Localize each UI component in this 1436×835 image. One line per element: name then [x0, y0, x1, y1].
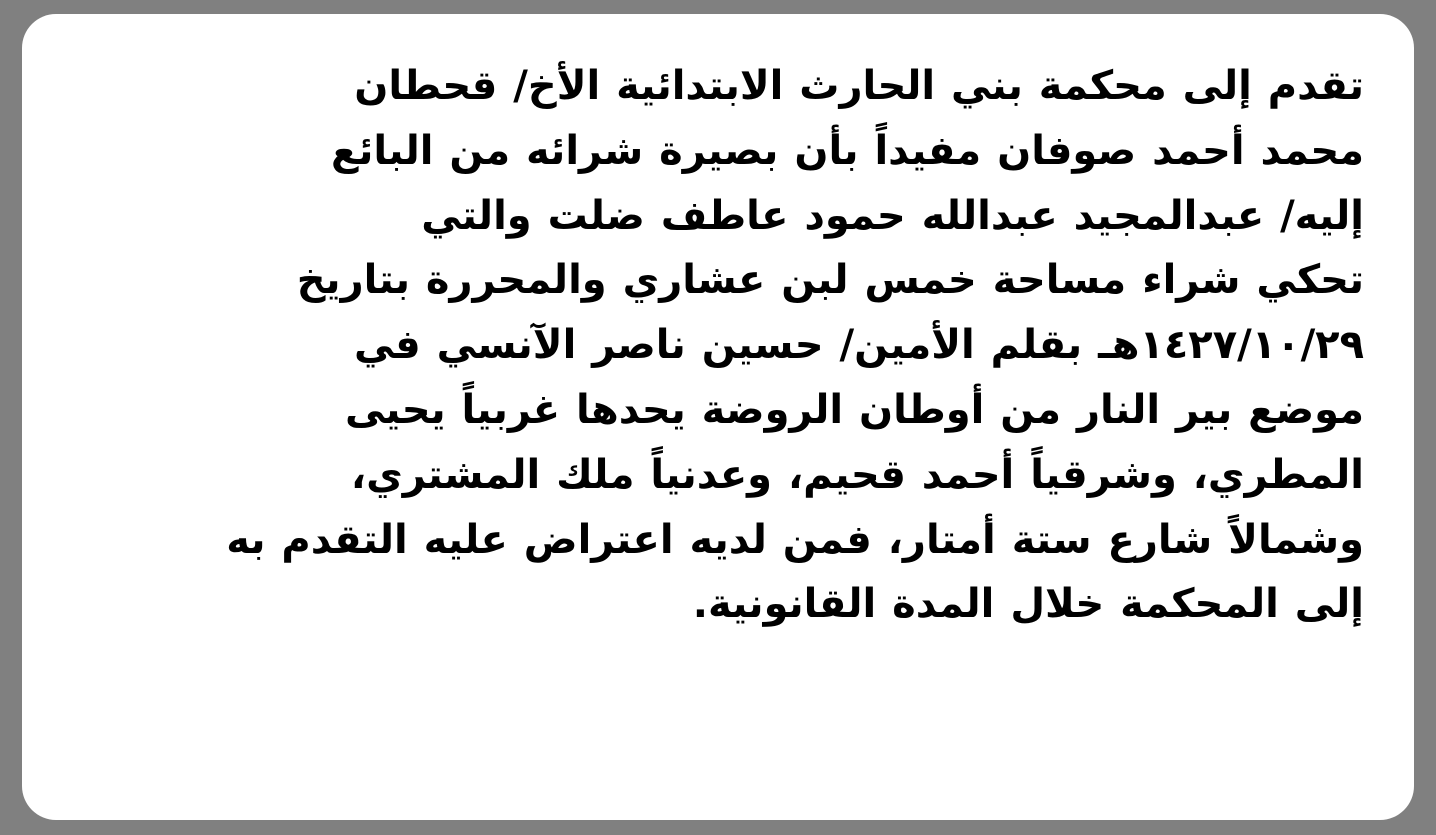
notice-line: وشمالاً شارع ستة أمتار، فمن لديه اعتراض عليه التقدم به [226, 516, 1364, 563]
notice-line: تحكي شراء مساحة خمس لبن عشاري والمحررة بتاريخ [296, 257, 1364, 304]
notice-line: تقدم إلى محكمة بني الحارث الابتدائية الأخ/ قحطان [354, 63, 1364, 109]
notice-line: المطري، وشرقياً أحمد قحيم، وعدنياً ملك المشتري، [350, 451, 1364, 498]
notice-line: إلى المحكمة خلال المدة القانونية. [692, 581, 1364, 628]
notice-card [22, 14, 1414, 820]
notice-line: محمد أحمد صوفان مفيداً بأن بصيرة شرائه من البائع [331, 127, 1364, 174]
notice-line: موضع بير النار من أوطان الروضة يحدها غربياً يحيى [344, 386, 1364, 433]
notice-text-block [72, 54, 1364, 792]
notice-line: ١٤٢٧/١٠/٢٩هـ بقلم الأمين/ حسين ناصر الآنسي في [354, 322, 1364, 369]
notice-line: إليه/ عبدالمجيد عبدالله حمود عاطف ضلت والتي [421, 192, 1364, 239]
